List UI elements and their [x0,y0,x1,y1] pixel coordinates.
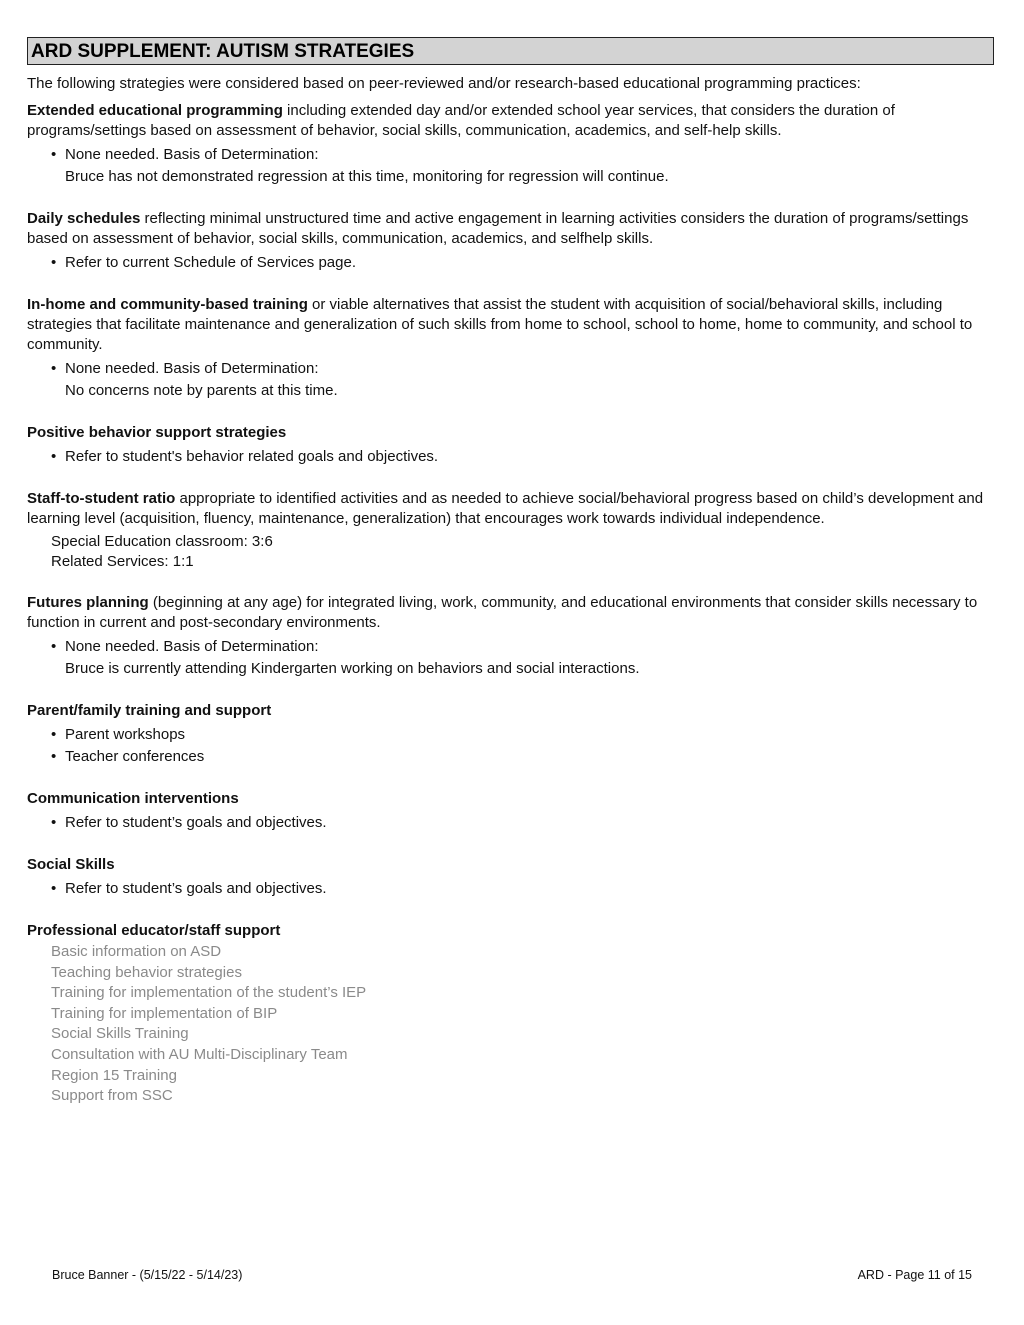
list-item: • None needed. Basis of Determination: [27,144,994,166]
support-option: Region 15 Training [51,1066,177,1084]
section-communication [27,789,994,834]
ratio-line: Special Education classroom: 3:6 [51,533,273,550]
section-professional-support [27,921,994,1107]
basis-of-determination: Bruce is currently attending Kindergarten working on behaviors and social interactions. [65,660,640,677]
footer-page-number: ARD - Page 11 of 15 [857,1268,972,1282]
section-social-skills [27,855,994,900]
section-daily-schedules [27,209,994,274]
bullet-list [27,446,994,468]
footer-student-info: Bruce Banner - (5/15/22 - 5/14/23) [52,1268,243,1282]
section-description: including extended day and/or extended school year services, that considers the duration of programs/settings based on assessment of behavior, social skills, communication, academics, and self-help skills. [27,102,895,139]
ratio-lines [27,532,994,572]
bullet-list [27,358,994,380]
basis-of-determination: Bruce has not demonstrated regression at this time, monitoring for regression will continue. [65,168,669,185]
section-description: reflecting minimal unstructured time and active engagement in learning activities considers the duration of programs/settings based on assessment of behavior, social skills, communication, academics, and selfhelp skills. [27,210,969,247]
bullet-list [27,812,994,834]
ratio-line: Related Services: 1:1 [51,553,194,570]
section-positive-behavior [27,423,994,468]
list-item: • Refer to student’s goals and objectives. [27,878,994,900]
section-title: Parent/family training and support [27,702,272,719]
support-option: Basic information on ASD [51,943,222,960]
section-title: In-home and community-based training [27,296,308,313]
support-option: Social Skills Training [51,1025,189,1043]
list-item: • Refer to student's behavior related goals and objectives. [27,446,994,468]
section-title: Professional educator/staff support [27,922,281,939]
section-extended-programming [27,101,994,188]
support-option: Consultation with AU Multi-Disciplinary Team [51,1045,348,1063]
list-item: • Refer to current Schedule of Services page. [27,252,994,274]
section-title: Futures planning [27,594,149,611]
section-futures-planning [27,593,994,680]
section-title: Extended educational programming [27,102,283,119]
section-description: appropriate to identified activities and as needed to achieve social/behavioral progress based on child’s development and learning level (acquisition, fluency, maintenance, generalization) that encourages work towards individual independence. [27,490,984,527]
section-description: (beginning at any age) for integrated living, work, community, and educational environments that consider skills necessary to function in current and post-secondary environments. [27,594,978,631]
bullet-list [27,878,994,900]
page-title: ARD SUPPLEMENT: AUTISM STRATEGIES [27,37,994,65]
support-options-list [27,942,994,1107]
intro-text: The following strategies were considered based on peer-reviewed and/or research-based educational programming practices: [27,75,861,92]
support-option: Support from SSC [51,1087,173,1105]
list-item: • Teacher conferences [27,746,994,768]
bullet-list [27,252,994,274]
list-item: • None needed. Basis of Determination: [27,358,994,380]
bullet-list [27,636,994,658]
basis-of-determination: No concerns note by parents at this time. [65,382,338,399]
list-item: • Refer to student’s goals and objectives. [27,812,994,834]
bullet-list [27,144,994,166]
support-option: Training for implementation of BIP [51,1004,278,1022]
section-title: Positive behavior support strategies [27,424,287,441]
list-item: • None needed. Basis of Determination: [27,636,994,658]
document-page [27,37,994,1107]
section-title: Staff-to-student ratio [27,490,176,507]
section-description: or viable alternatives that assist the student with acquisition of social/behavioral skills, including strategies that facilitate maintenance and generalization of such skills from home to school, school to home, home to community, and school to community. [27,296,973,353]
support-option: Training for implementation of the student’s IEP [51,984,367,1002]
section-title: Daily schedules [27,210,141,227]
list-item: • Parent workshops [27,724,994,746]
section-title: Social Skills [27,856,115,873]
section-staff-ratio [27,489,994,572]
support-option: Teaching behavior strategies [51,963,242,981]
section-in-home-training [27,295,994,402]
bullet-list [27,724,994,768]
section-parent-training [27,701,994,768]
section-title: Communication interventions [27,790,239,807]
